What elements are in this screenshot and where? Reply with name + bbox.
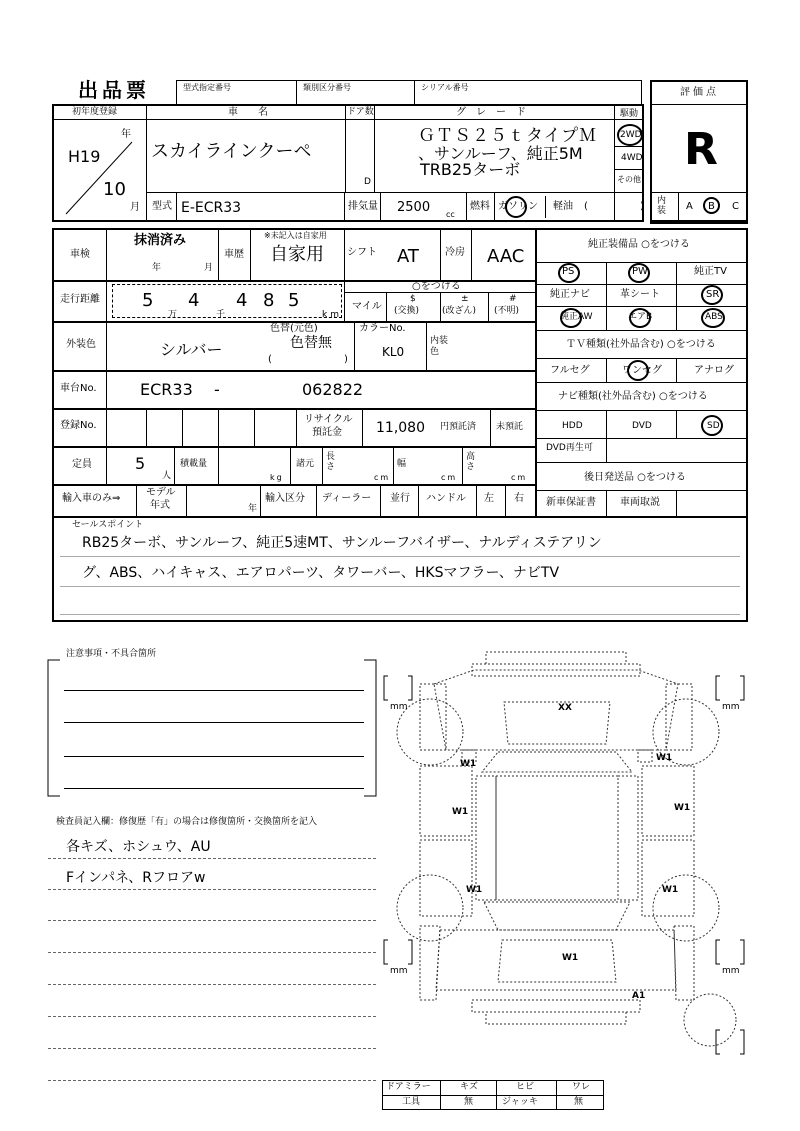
width-label: 幅 [397,459,407,469]
later-warranty: 新車保証書 [546,497,596,508]
inspector-label: 検査員記入欄：修復歴「有」の場合は修復箇所・交換箇所を記入 [56,817,318,827]
drive-2wd-circle [617,124,643,146]
inspector-line2: Fインパネ、Rフロアw [66,870,206,886]
interior-a: A [686,201,693,212]
mm-label: mm [390,966,408,976]
repaint-paren-open: ( [268,354,272,365]
load-label: 積載量 [180,459,208,469]
mileage-km: km [322,310,342,320]
nav-title: ナビ種類(社外品含む) ○をつける [558,391,708,402]
damage-mark: W1 [562,953,579,963]
load-unit: kg [270,473,284,482]
mileage-sen: 千 [216,310,226,320]
fuel-paren-open: ( [584,201,588,212]
mm-label: mm [722,966,740,976]
equip-pw: PW [632,266,648,277]
mileage-digit: 8 [263,290,275,311]
damage-mark: W1 [452,807,469,817]
history-label: 車歴 [224,249,244,260]
import-year-unit: 年 [248,504,258,514]
serial-label: シリアル番号 [421,83,469,92]
interior-b-circle [703,197,720,214]
damage-mark: XX [558,703,572,713]
car-name-value: スカイラインクーペ [151,141,312,162]
grade-line3: TRB25ターボ [420,160,521,179]
tv-oneseg: ワンセグ [622,365,662,376]
dvd-play: DVD再生可 [546,443,593,453]
sales-line1: RB25ターボ、サンルーフ、純正5速MT、サンルーフバイザー、ナルディステアリン [82,535,602,551]
legend-header: ワレ [572,1082,591,1092]
tv-title: ＴＶ種類(社外品含む) ○をつける [566,339,716,350]
score-value: R [684,124,718,175]
equip-pw-circle [628,263,650,283]
dims-label: 諸元 [296,459,315,469]
equip-airbag-circle [629,308,651,328]
diagram-brackets [380,672,760,1062]
drive-label: 駆動 [620,109,639,119]
repaint-value: 色替無 [290,335,332,351]
mileage-digit: 4 [236,290,248,311]
drive-2wd: 2WD [620,130,642,140]
mileage-man: 万 [168,310,178,320]
header-codes-box [176,80,642,104]
registration-label: 登録No. [60,420,97,431]
legend-header: ドアミラー [386,1082,431,1092]
mm-label: mm [722,702,740,712]
tv-oneseg-circle [627,360,649,381]
length-cm: cm [374,473,391,482]
model-label: 型式 [152,201,172,212]
nav-hdd: HDD [562,421,583,431]
capacity-label: 定員 [72,459,92,470]
damage-mark: W1 [674,803,691,813]
sales-line2: グ、ABS、ハイキャス、エアロパーツ、タワーバー、HKSマフラー、ナビTV [82,565,560,581]
equip-tv: 純正TV [694,266,727,277]
mileage-digit: 5 [288,290,300,311]
repaint-label: 色替(元色) [270,323,318,334]
sales-label: セールスポイント [72,520,144,530]
chassis-prefix: ECR33 [140,380,193,399]
fuel-paren-close: ) [640,201,644,212]
notes-bracket [46,656,382,800]
mm-label: mm [390,702,408,712]
import-dealer: ディーラー [322,493,372,504]
damage-mark: W1 [662,885,679,895]
capacity-unit: 人 [162,471,172,481]
recycle-label1: リサイクル [304,414,353,425]
interior-label: 内装 [657,196,667,216]
mileage-digit: 5 [142,290,154,311]
model-year-label2: 年式 [150,500,170,511]
tv-analog: アナログ [694,365,734,376]
model-year-label1: モデル [146,487,176,498]
length-label: 長さ [326,452,336,472]
damage-mark: W1 [466,885,483,895]
shift-label: シフト [347,247,377,258]
notes-label: 注意事項・不具合箇所 [66,649,157,659]
grade-line1: ＧＴＳ２５ｔタイプＭ [418,126,598,146]
nav-dvd: DVD [632,421,652,431]
class-code-label: 類別区分番号 [303,83,351,92]
tv-fullseg: フルセグ [550,365,590,376]
later-manual: 車両取説 [620,497,660,508]
year-unit: 年 [121,129,131,140]
fuel-gas-circle [505,196,527,218]
door-d: D [364,177,371,187]
grade-line2: 、サンルーフ、純正5M [418,144,583,163]
displacement-value: 2500 [397,200,431,215]
handle-left: 左 [484,493,494,504]
import-type-label: 輸入区分 [265,493,305,504]
doors-label: ドア数 [347,107,374,117]
month-unit: 月 [130,202,140,213]
opt-unknown: (不明) [494,306,520,316]
first-reg-year: H19 [68,147,101,166]
displacement-unit: cc [446,210,455,219]
damage-mark: W1 [656,753,673,763]
capacity-value: 5 [135,454,146,473]
legend-header: ヒビ [516,1082,535,1092]
equip-aw-circle [560,308,582,328]
first-reg-label: 初年度登録 [72,107,118,117]
equip-abs-circle [701,308,725,328]
opt-exchange-sym: $ [410,294,416,304]
mileage-digit: 4 [188,290,200,311]
later-title: 後日発送品 ○をつける [584,472,686,483]
interior-b: B [708,201,715,212]
chassis-dash: - [214,380,220,399]
interior-color-label: 内装色 [430,336,449,357]
shift-value: AT [397,246,419,267]
handle-right: 右 [514,493,524,504]
car-name-label: 車 名 [228,107,268,118]
history-note: ※未記入は自家用 [264,231,327,240]
inspector-line1: 各キズ、ホシュウ、AU [66,839,211,855]
drive-4wd: 4WD [621,153,643,163]
ac-value: AAC [487,246,525,267]
opt-mile: マイル [352,301,382,312]
legend-value: 無 [574,1097,584,1107]
recycle-label2: 預託金 [312,427,342,438]
nav-sd: SD [707,421,720,431]
handle-label: ハンドル [426,493,466,504]
legend-header: キズ [460,1082,478,1092]
fuel-label: 燃料 [470,201,490,212]
recycle-value: 11,080 [376,420,425,436]
mileage-circle-note: ○をつける [412,281,461,292]
color-no-value: KL0 [382,345,405,359]
date-slash [60,138,140,218]
inspection-year-unit: 年 [152,263,162,273]
opt-unknown-sym: # [509,294,517,304]
height-cm: cm [511,473,528,482]
equip-ps: PS [562,266,575,277]
first-reg-month: 10 [103,179,126,200]
exterior-label: 外装色 [66,339,96,350]
opt-tamper: (改ざん) [442,306,477,316]
chassis-number: 062822 [302,380,364,399]
exterior-color: シルバー [160,340,223,359]
mileage-label: 走行距離 [60,294,100,305]
equip-aw: 純正AW [560,312,593,322]
height-label: 高さ [466,452,476,472]
damage-mark: A1 [632,991,646,1001]
fuel-light: 軽油 [553,201,573,212]
grade-label: グ レ ー ド [456,107,526,118]
opt-exchange: (交換) [394,306,420,316]
history-value: 自家用 [270,244,324,265]
score-label: 評価点 [680,87,719,98]
inspection-month-unit: 月 [204,263,214,273]
width-cm: cm [441,473,458,482]
recycle-unit: 円預託済 [440,422,477,432]
legend-value: 無 [464,1097,474,1107]
color-no-label: カラーNo. [359,323,406,334]
damage-mark: W1 [460,759,477,769]
inspection-value: 抹消済み [134,233,187,248]
model-code-label: 型式指定番号 [183,83,231,92]
fuel-gas: ガソリン [498,201,538,212]
mileage-digits [112,284,342,318]
equip-leather: 革シート [620,289,660,300]
import-label: 輸入車のみ⇒ [62,493,121,504]
equip-sr: SR [706,289,720,300]
legend-value: 工具 [402,1097,421,1107]
nav-sd-circle [701,415,723,436]
repaint-paren-close: ) [344,354,348,365]
import-parallel: 並行 [390,493,410,504]
ac-label: 冷房 [445,247,465,258]
inspection-label: 車検 [70,249,90,260]
legend-value: ジャッキ [502,1097,538,1107]
displacement-label: 排気量 [348,201,378,212]
chassis-label: 車台No. [60,383,97,394]
model-value: E-ECR33 [181,200,242,216]
equipment-title: 純正装備品 ○をつける [588,239,690,250]
opt-tamper-sym: ± [461,294,469,304]
equip-ps-circle [558,263,580,283]
recycle-unpaid: 未預託 [496,422,524,432]
equip-airbag: エアB [628,312,653,322]
drive-other: その他 [617,175,641,184]
equip-abs: ABS [705,312,723,322]
form-title: 出品票 [78,78,150,102]
equip-sr-circle [701,285,723,305]
interior-c: C [732,201,739,212]
equip-navi: 純正ナビ [550,289,590,300]
